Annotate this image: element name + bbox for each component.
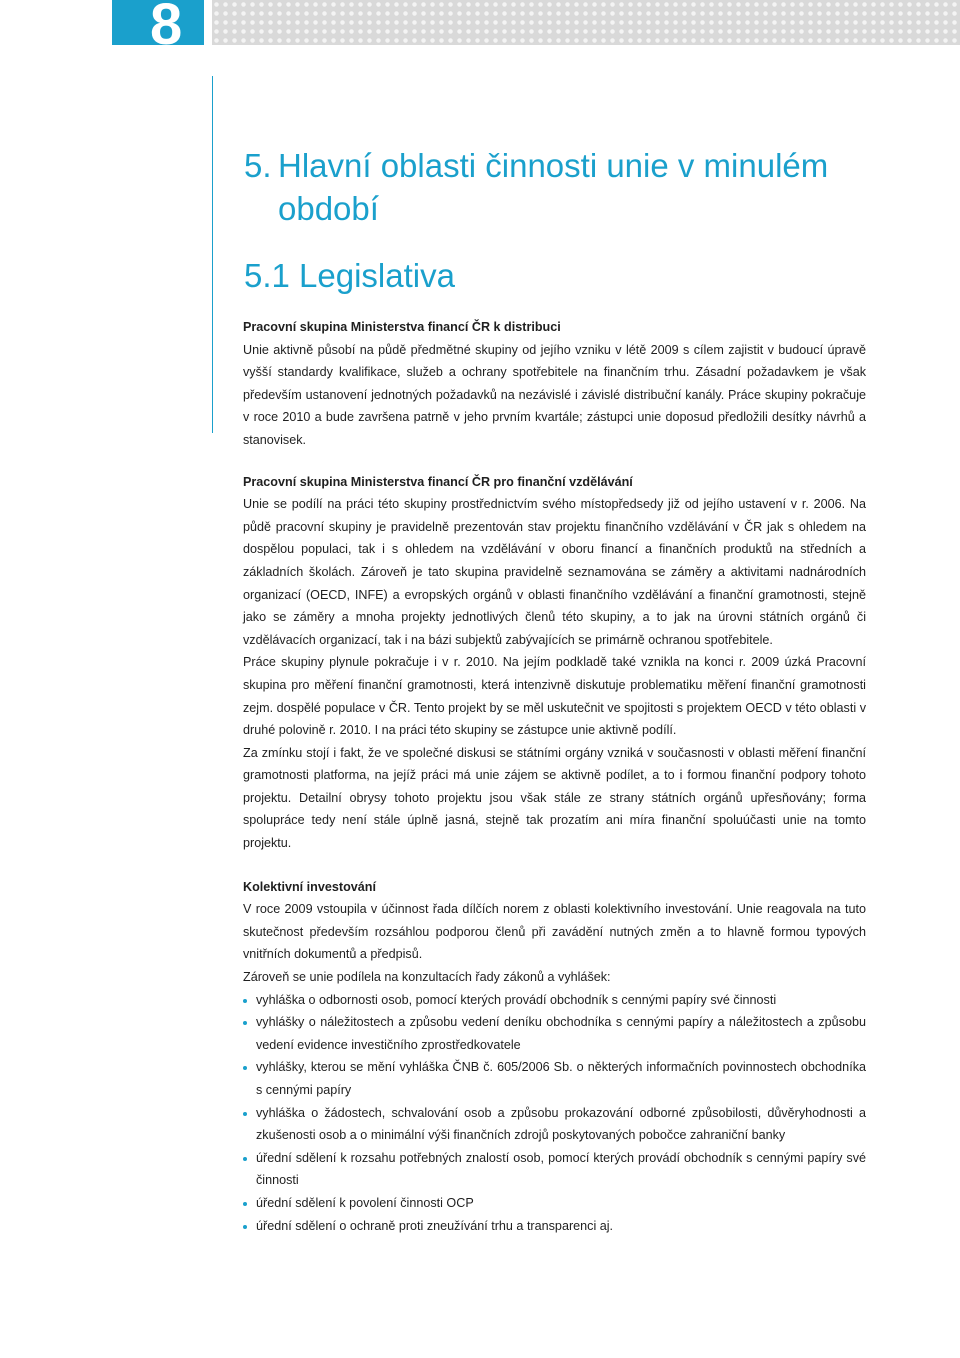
list-item xyxy=(243,1102,866,1147)
list-item-text: úřední sdělení k povolení činnosti OCP xyxy=(256,1195,474,1210)
paragraph: V roce 2009 vstoupila v účinnost řada dílčích norem z oblasti kolektivního investování. Unie reagovala na tuto skutečnost především rozsáhlou podporou členů při zavádění nutných změn a to hlavně formou typových vnitřních dokumentů a předpisů. xyxy=(243,902,866,962)
dot-pattern-band xyxy=(212,0,960,45)
bullet-icon xyxy=(243,1225,247,1229)
bullet-icon xyxy=(243,999,247,1003)
group-title: Pracovní skupina Ministerstva financí ČR pro finanční vzdělávání xyxy=(243,474,633,489)
list-item-text: úřední sdělení o ochraně proti zneužívání trhu a transparenci aj. xyxy=(256,1218,614,1233)
list-item xyxy=(243,1011,866,1056)
paragraph: Práce skupiny plynule pokračuje i v r. 2010. Na jejím podkladě také vznikla na konci r. 2009 úzká Pracovní skupina pro měření finanční gramotnosti, která intenzivně diskutuje problematiku měření finanční gramotnosti zejm. dospělé populace v ČR. Tento projekt by se měl uskutečnit ve spojitosti s projektem OECD v této oblasti v druhé polovině r. 2010. I na práci této skupiny se zástupce unie aktivně podílí. xyxy=(243,655,866,738)
chapter-title: Hlavní oblasti činnosti unie v minulém období xyxy=(278,147,829,227)
list-item xyxy=(243,1215,866,1238)
paragraph: Za zmínku stojí i fakt, že ve společné diskusi se státními orgány vzniká v současnosti v oblasti měření finanční gramotnosti platforma, na jejíž práci má unie zájem se aktivně podílet, a to i formou finanční podpory tohoto projektu. Detailní obrysy tohoto projektu jsou však stále ze strany státních orgánů upřesňovány; forma spolupráce tedy není stále úplně jasná, stejně tak prozatím ani míra finanční spoluúčasti unie na tomto projektu. xyxy=(243,745,866,851)
section-title: 5.1 Legislativa xyxy=(244,257,455,294)
group-title: Pracovní skupina Ministerstva financí ČR k distribuci xyxy=(243,320,561,334)
paragraph: Zároveň se unie podílela na konzultacích řady zákonů a vyhlášek: xyxy=(243,970,611,985)
chapter-number: 5. xyxy=(244,147,272,184)
list-item-text: vyhláška o odbornosti osob, pomocí kterých provádí obchodník s cennými papíry své činnosti xyxy=(256,992,777,1007)
bullet-icon xyxy=(243,1202,247,1206)
bullet-icon xyxy=(243,1066,247,1070)
accent-rule xyxy=(212,76,213,433)
page-content xyxy=(243,316,866,1237)
chapter-heading xyxy=(244,144,904,230)
group-title: Kolektivní investování xyxy=(243,879,376,894)
bullet-icon xyxy=(243,1112,247,1116)
bullet-icon xyxy=(243,1157,247,1161)
page-number-tab xyxy=(112,0,204,45)
page-number: 8 xyxy=(150,0,183,45)
list-item xyxy=(243,989,866,1012)
list-item xyxy=(243,1056,866,1101)
list-item-text: úřední sdělení k rozsahu potřebných znalostí osob, pomocí kterých provádí obchodník s cennými papíry své činnosti xyxy=(256,1150,866,1188)
legislation-list xyxy=(243,989,866,1238)
list-item xyxy=(243,1192,866,1215)
paragraph: Unie aktivně působí na půdě předmětné skupiny od jejího vzniku v létě 2009 s cílem zajistit v budoucí úpravě vyšší standardy kvalifikace, služeb a ochrany spotřebitele na finančním trhu. Zásadní požadavkem je však především ustanovení jednotných požadavků na nezávislé i závislé distribuční kanály. Práce skupiny pokračuje v roce 2010 a bude završena patrně v jeho prvním kvartále; zástupci unie doposud předložili desítky návrhů a stanovisek. xyxy=(243,342,866,447)
bullet-icon xyxy=(243,1021,247,1025)
paragraph: Unie se podílí na práci této skupiny prostřednictvím svého místopředsedy již od jejího ustavení v r. 2006. Na půdě pracovní skupiny je pravidelně prezentován stav projektu finančního vzdělávání v ČR jak s ohledem na dospělou populaci, tak i s ohledem na vzdělávání v oboru financí a finančních produktů na středních a základních školách. Zároveň je tato skupina pravidelně seznamována se záměry a aktivitami nadnárodních organizací (OECD, INFE) a evropských orgánů v oblasti finančního vzdělávání a finanční gramotnosti, stejně jako se záměry a mnoha projekty jednotlivých členů této skupiny, a to jak na úrovni státních orgánů či vzdělávacích organizací, tak i na bázi subjektů zabývajících se primárně ochranou spotřebitele. xyxy=(243,497,866,647)
list-item-text: vyhlášky o náležitostech a způsobu vedení deníku obchodníka s cennými papíry a náležitostech a způsobu vedení evidence investičního zprostředkovatele xyxy=(256,1015,866,1052)
list-item-text: vyhláška o žádostech, schvalování osob a způsobu prokazování odborné způsobilosti, důvěryhodnosti a zkušenosti osob a o minimální výši finančních zdrojů poskytovaných pobočce zahraniční banky xyxy=(256,1105,866,1143)
list-item xyxy=(243,1147,866,1192)
list-item-text: vyhlášky, kterou se mění vyhláška ČNB č. 605/2006 Sb. o některých informačních povinnostech obchodníka s cennými papíry xyxy=(256,1060,866,1097)
